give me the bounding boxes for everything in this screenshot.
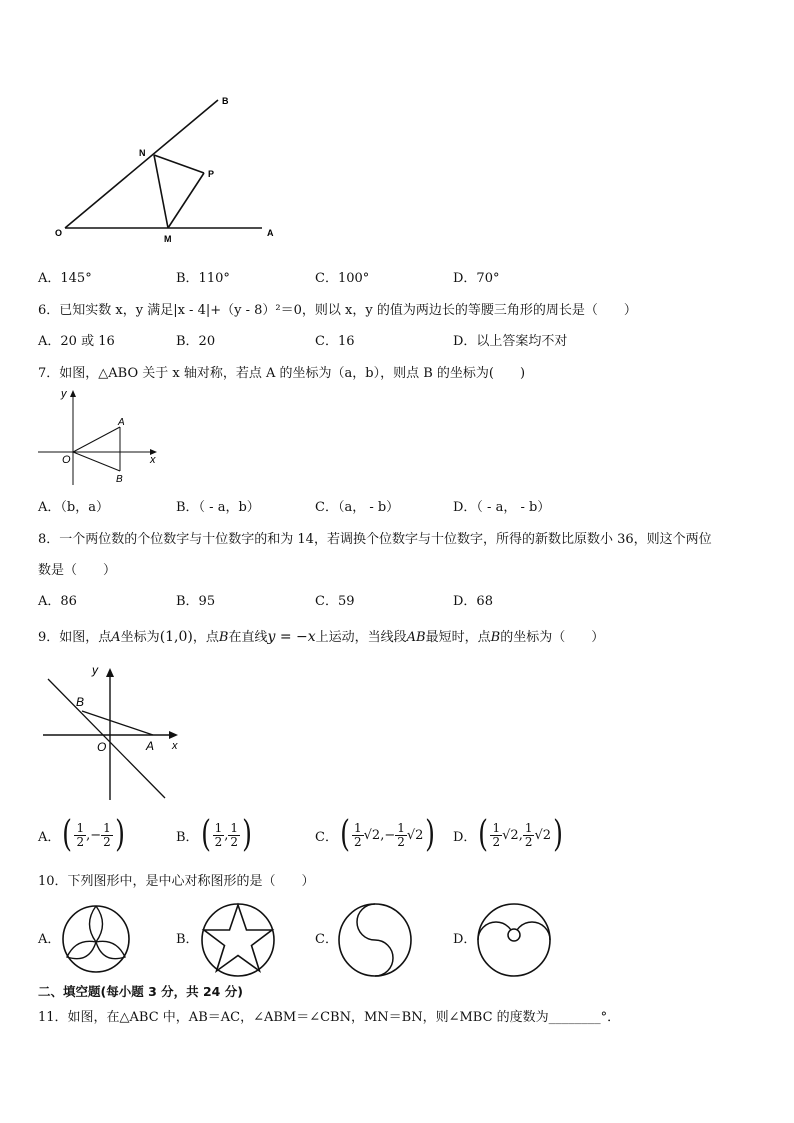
q6-option-b[interactable]: B．20 [176,334,216,349]
q9-d-r1: √2 [502,827,519,843]
q10-option-a[interactable]: A． [38,932,61,947]
q9-c-r1: √2 [363,827,381,843]
q9-figure [40,660,190,802]
q8-option-d[interactable]: D．68 [453,594,493,609]
q9-stem-f: 最短时，点 [425,630,491,645]
q9-stem-d: 在直线 [228,630,268,645]
q7-label-y: y [61,388,67,400]
q10-figure-c[interactable] [337,902,413,978]
q10-option-c[interactable]: C． [315,932,338,947]
q6-option-d[interactable]: D．以上答案均不对 [453,334,568,349]
q9-b-n2: 1 [230,820,239,835]
label-P: P [208,169,215,179]
q7-stem: 7．如图，△ABO 关于 x 轴对称，若点 A 的坐标为（a，b），则点 B 的坐标为( ) [38,366,526,381]
q9-c-d1: 2 [354,834,362,849]
q7-label-O: O [62,454,71,466]
q5-option-c[interactable]: C．100° [315,271,370,286]
q9-stem-e: 上运动，当线段 [315,630,407,645]
q7-label-A: A [118,417,125,428]
q9-c-n1: 1 [354,820,362,835]
q9-label-x: x [172,740,178,752]
q8-option-c[interactable]: C．59 [315,594,355,609]
q6-option-c[interactable]: C．16 [315,334,355,349]
q9-a-sep: ,− [86,827,102,843]
q9-coord: (1,0) [159,629,193,645]
q9-option-d-label: D． [453,829,477,845]
label-N: N [139,148,146,158]
label-B: B [222,96,229,106]
q7-figure [36,385,166,490]
q9-stem-b: 坐标为 [120,630,160,645]
q9-b-d2: 2 [230,834,239,849]
q10-figure-a[interactable] [61,904,131,974]
q9-d-n2: 1 [524,820,533,835]
q9-d-d2: 2 [524,834,533,849]
q8-option-a[interactable]: A．86 [38,594,77,609]
q8-stem-line1: 8．一个两位数的个位数字与十位数字的和为 14，若调换个位数字与十位数字，所得的新数比原数小 36，则这个两位 [38,532,712,547]
q9-a-d2: 2 [103,834,111,849]
q9-segment-ab: AB [406,630,426,645]
q10-figure-b[interactable] [200,902,276,978]
q9-c-r2: √2 [406,827,424,843]
q7-option-b[interactable]: B．（ - a，b） [176,500,260,515]
q9-c-d2: 2 [397,834,405,849]
q7-label-x: x [150,454,156,466]
q5-option-b[interactable]: B．110° [176,271,230,286]
q9-a-d1: 2 [76,834,85,849]
q11-stem: 11．如图，在△ABC 中，AB＝AC，∠ABM＝∠CBN，MN＝BN，则∠MBC 的度数为________°． [38,1010,621,1025]
q9-option-b[interactable]: B． ( 1 2 , 1 2 ) [176,814,252,855]
q9-stem-g: 的坐标为（ ） [500,630,605,645]
q9-d-d1: 2 [492,834,501,849]
q8-option-b[interactable]: B．95 [176,594,216,609]
q9-line-eq: y = −x [267,629,316,645]
q9-c-n2: 1 [397,820,405,835]
q9-option-c-label: C． [315,829,338,845]
q6-stem: 6．已知实数 x，y 满足|x - 4|+（y - 8）²＝0，则以 x，y 的值为两边长的等腰三角形的周长是（ ） [38,303,637,318]
q5-option-d[interactable]: D．70° [453,271,500,286]
q9-point-b: B [218,630,229,645]
label-M: M [164,234,172,244]
q6-option-a[interactable]: A．20 或 16 [38,334,115,349]
q9-stem-a: 9．如图，点 [38,630,112,645]
q9-option-c[interactable]: C． ( 1 2 √2 ,− $\frac{1}{2}$ √2 ) [315,814,436,855]
q9-c-sep: ,− [380,827,396,843]
q9-option-a[interactable]: A． ( 1 2 ,− $\frac{1}{2}$ ) [38,814,125,855]
q7-option-a[interactable]: A．（b，a） [38,500,109,515]
q9-d-n1: 1 [492,820,501,835]
section-title: 二、填空题(每小题 3 分，共 24 分) [38,984,243,999]
q9-a-n1: 1 [76,820,85,835]
q9-a-n2: 1 [103,820,111,835]
q7-option-d[interactable]: D．（ - a， - b） [453,500,551,515]
q9-b-sep: , [224,827,229,843]
q7-label-B: B [116,474,123,485]
q9-label-A: A [146,739,155,753]
q9-label-B: B [76,695,85,709]
q8-stem-line2: 数是（ ） [38,563,117,578]
q9-label-O: O [97,740,107,754]
q9-d-sep: , [518,827,523,843]
label-O: O [55,228,63,238]
label-A: A [267,228,274,238]
q10-option-b[interactable]: B． [176,932,199,947]
q5-figure [50,90,290,250]
q9-b-d1: 2 [214,834,223,849]
q9-label-y: y [92,663,98,677]
q9-stem-c: ，点 [192,630,219,645]
q9-stem [38,629,604,646]
q10-figure-d[interactable] [476,902,552,978]
q10-stem: 10．下列图形中，是中心对称图形的是（ ） [38,874,315,889]
q9-option-b-label: B． [176,829,199,845]
q9-option-a-label: A． [38,829,61,845]
q5-option-a[interactable]: A．145° [38,271,92,286]
q9-point-b2: B [490,630,501,645]
q9-b-n1: 1 [214,820,223,835]
q10-option-d[interactable]: D． [453,932,477,947]
q9-d-r2: √2 [534,827,552,843]
q9-point-a: A [111,630,121,645]
q9-option-d[interactable]: D． ( 1 2 √2 , 1 2 √2 ) [453,814,563,855]
q7-option-c[interactable]: C．（a， - b） [315,500,400,515]
